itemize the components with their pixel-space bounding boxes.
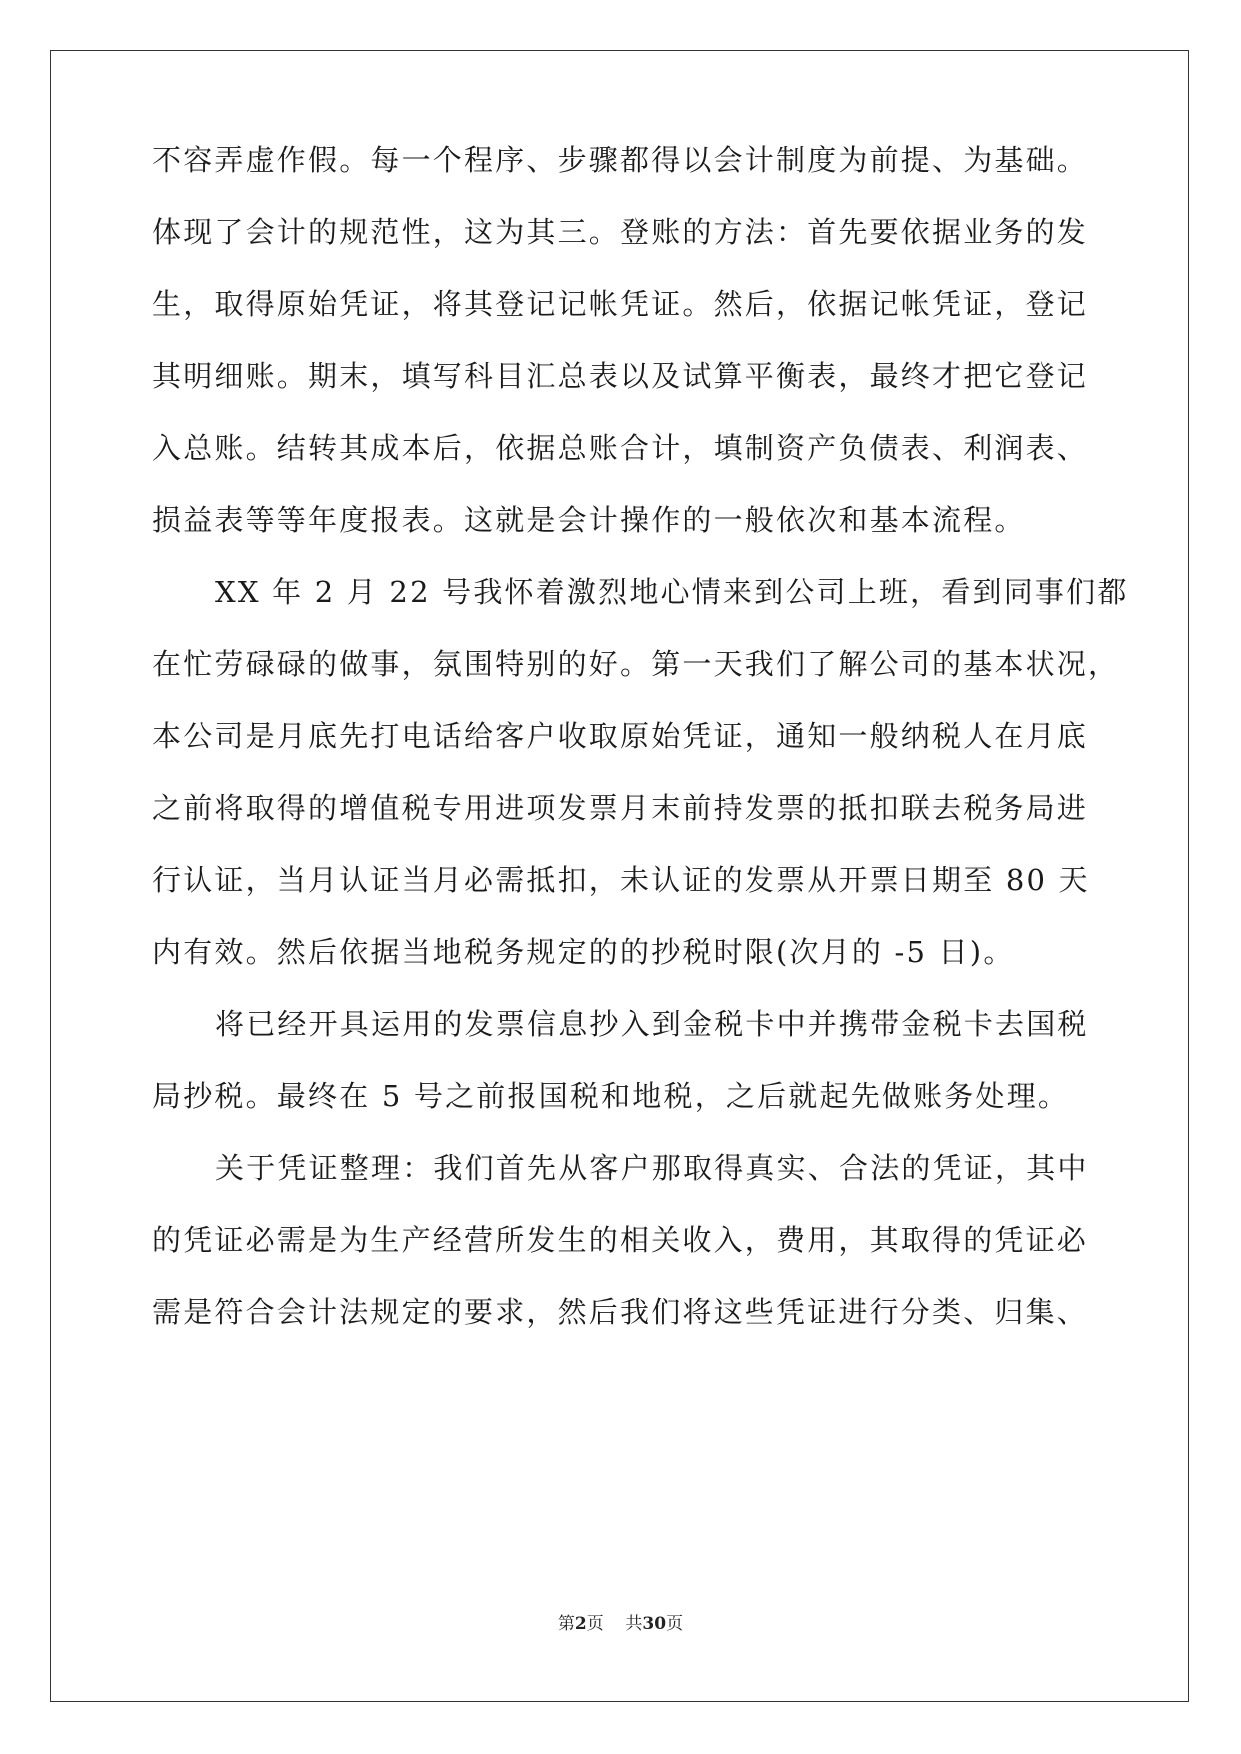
text-line: 内有效。然后依据当地税务规定的的抄税时限(次月的 -5 日)。 bbox=[152, 935, 1015, 969]
text-line: 关于凭证整理：我们首先从客户那取得真实、合法的凭证，其中 bbox=[215, 1151, 1089, 1185]
footer-total-suffix: 页 bbox=[666, 1614, 684, 1634]
text-line: 损益表等等年度报表。这就是会计操作的一般依次和基本流程。 bbox=[152, 503, 1026, 537]
text-line: 本公司是月底先打电话给客户收取原始凭证，通知一般纳税人在月底 bbox=[152, 719, 1089, 753]
text-line: 不容弄虚作假。每一个程序、步骤都得以会计制度为前提、为基础。 bbox=[152, 143, 1089, 177]
text-line: 局抄税。最终在 5 号之前报国税和地税，之后就起先做账务处理。 bbox=[152, 1079, 1070, 1113]
text-line: 其明细账。期末，填写科目汇总表以及试算平衡表，最终才把它登记 bbox=[152, 359, 1089, 393]
text-line: 之前将取得的增值税专用进项发票月末前持发票的抵扣联去税务局进 bbox=[152, 791, 1089, 825]
page-footer bbox=[0, 1612, 1241, 1636]
text-line: 行认证，当月认证当月必需抵扣，未认证的发票从开票日期至 80 天 bbox=[152, 863, 1090, 897]
text-line: 入总账。结转其成本后，依据总账合计，填制资产负债表、利润表、 bbox=[152, 431, 1089, 465]
text-line: 的凭证必需是为生产经营所发生的相关收入，费用，其取得的凭证必 bbox=[152, 1223, 1089, 1257]
footer-page-number: 2 bbox=[574, 1614, 587, 1634]
footer-prefix: 第 bbox=[557, 1614, 575, 1634]
text-line: 在忙劳碌碌的做事，氛围特别的好。第一天我们了解公司的基本状况， bbox=[152, 647, 1120, 681]
footer-total-prefix: 共 bbox=[625, 1614, 643, 1634]
text-line: XX 年 2 月 22 号我怀着激烈地心情来到公司上班，看到同事们都 bbox=[215, 575, 1129, 609]
text-line: 需是符合会计法规定的要求，然后我们将这些凭证进行分类、归集、 bbox=[152, 1295, 1089, 1329]
text-line: 生，取得原始凭证，将其登记记帐凭证。然后，依据记帐凭证，登记 bbox=[152, 287, 1089, 321]
footer-page-suffix: 页 bbox=[586, 1614, 604, 1634]
text-line: 体现了会计的规范性，这为其三。登账的方法：首先要依据业务的发 bbox=[152, 215, 1089, 249]
text-line: 将已经开具运用的发票信息抄入到金税卡中并携带金税卡去国税 bbox=[215, 1007, 1089, 1041]
footer-total-pages: 30 bbox=[642, 1614, 667, 1634]
